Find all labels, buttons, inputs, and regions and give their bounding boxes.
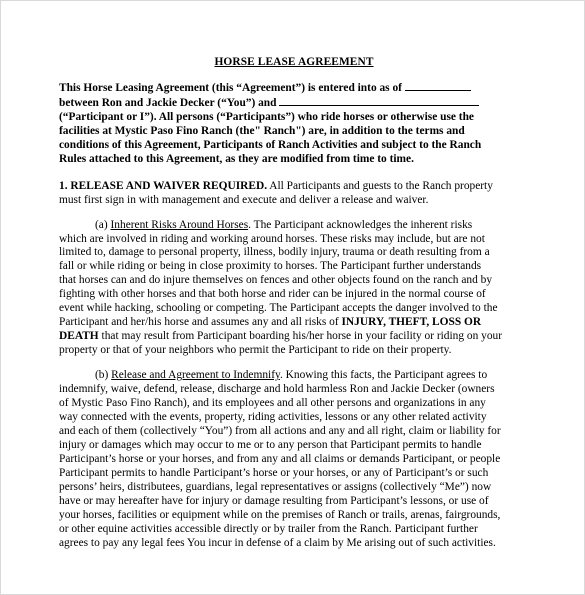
document-title: HORSE LEASE AGREEMENT: [214, 56, 374, 68]
paragraph-line: [59, 369, 529, 383]
intro-line: [59, 96, 529, 111]
paragraph-line: or other equine activities accessible directly or by trailer from the Ranch. Participant further: [59, 522, 478, 535]
intro-text: between Ron and Jackie Decker (“You”) and: [59, 96, 277, 109]
paragraph-line: agrees to pay any legal fees You incur in defense of a claim by Me arising out of such activities.: [59, 536, 496, 549]
paragraph-line: have or may hereafter have for injury or damage resulting from Participant’s lessons, or use of: [59, 494, 489, 507]
paragraph-emphasis: DEATH: [59, 330, 99, 343]
paragraph-text: Participant and her/his horse and assumes any and all risks of: [59, 316, 339, 329]
paragraph-line: of Mystic Paso Fino Ranch), and its employees and all other persons and organizations in any: [59, 397, 486, 410]
participant-name-blank[interactable]: [279, 96, 479, 106]
paragraph-heading: Release and Agreement to Indemnify: [111, 369, 280, 382]
paragraph-label: (a): [95, 218, 108, 231]
paragraph-line: limited to, damage to personal property, illness, bodily injury, trauma or death resulting from a: [59, 246, 490, 259]
paragraph-line: [59, 316, 529, 330]
paragraph-line: property or that of your neighbors who permit the Participant to ride on their property.: [59, 344, 452, 357]
section-line: must first sign in with management and execute and deliver a release and waiver.: [59, 193, 429, 206]
paragraph-line: which are involved in riding and working around horses. These risks may include, but are not: [59, 232, 485, 245]
section-line: [59, 180, 529, 194]
section-text: All Participants and guests to the Ranch property: [269, 179, 493, 192]
paragraph-line: fighting with other horses and that both horse and rider can be injured in the normal course of: [59, 288, 486, 301]
paragraph-line: and each of them (collectively “You”) from all actions and any and all right, claim or liability for: [59, 424, 501, 437]
intro-text: This Horse Leasing Agreement (this “Agreement”) is entered into as of: [59, 81, 402, 94]
section-number: 1.: [59, 179, 68, 192]
paragraph-heading: Inherent Risks Around Horses: [110, 218, 249, 231]
paragraph-label: (b): [95, 369, 109, 382]
paragraph-line: way connected with the events, property, riding activities, lessons or any other related activity: [59, 410, 487, 423]
intro-paragraph: [59, 81, 529, 167]
intro-line: conditions of this Agreement, Participants of Ranch Activities and subject to the Ranch: [59, 138, 482, 151]
paragraph-emphasis: INJURY, THEFT, LOSS OR: [341, 316, 482, 329]
section-heading: RELEASE AND WAIVER REQUIRED.: [70, 179, 268, 192]
section-1: [59, 180, 529, 208]
paragraph-line: injury or damages which may occur to me or to any person that Participant permits to handle: [59, 438, 482, 451]
paragraph-text: . Knowing this facts, the Participant agrees to: [279, 369, 488, 382]
paragraph-line: fall or while riding or being in close proximity to horses. The Participant further understands: [59, 260, 482, 273]
intro-line: facilities at Mystic Paso Fino Ranch (the" Ranch") are, in addition to the terms and: [59, 124, 465, 137]
document-body: [59, 56, 529, 551]
intro-line: [59, 81, 529, 96]
intro-line: (“Participant or I”). All persons (“Participants”) who ride horses or otherwise use the: [59, 110, 474, 123]
paragraph-text: that may result from Participant boarding his/her horse in your facility or riding on your: [101, 330, 503, 343]
paragraph-line: Participant permits to handle Participant’s horse or your horses, or any of Participant’s or such: [59, 466, 489, 479]
paragraph-line: your horses, facilities or equipment while on the premises of Ranch or trails, arenas, fairgrounds,: [59, 508, 501, 521]
paragraph-b: [59, 369, 529, 550]
paragraph-line: [59, 219, 529, 233]
paragraph-line: event while hacking, schooling or competing. The Participant accepts the danger involved to the: [59, 302, 498, 315]
paragraph-line: indemnify, waive, defend, release, discharge and hold harmless Ron and Jackie Decker (owners: [59, 383, 495, 396]
paragraph-text: . The Participant acknowledges the inherent risks: [248, 218, 473, 231]
date-blank[interactable]: [405, 81, 471, 91]
paragraph-line: Participant’s horse or your horses, and from any and all claims or demands Participant, or people: [59, 452, 501, 465]
paragraph-line: [59, 330, 529, 344]
paragraph-a: [59, 219, 529, 359]
intro-line: Rules attached to this Agreement, as they are modified from time to time.: [59, 152, 414, 165]
paragraph-line: that horses can and do injure themselves on fences and other objects found on the ranch and by: [59, 274, 493, 287]
paragraph-line: persons’ heirs, distributees, guardians, legal representatives or assigns (collectively “Me”) now: [59, 480, 492, 493]
